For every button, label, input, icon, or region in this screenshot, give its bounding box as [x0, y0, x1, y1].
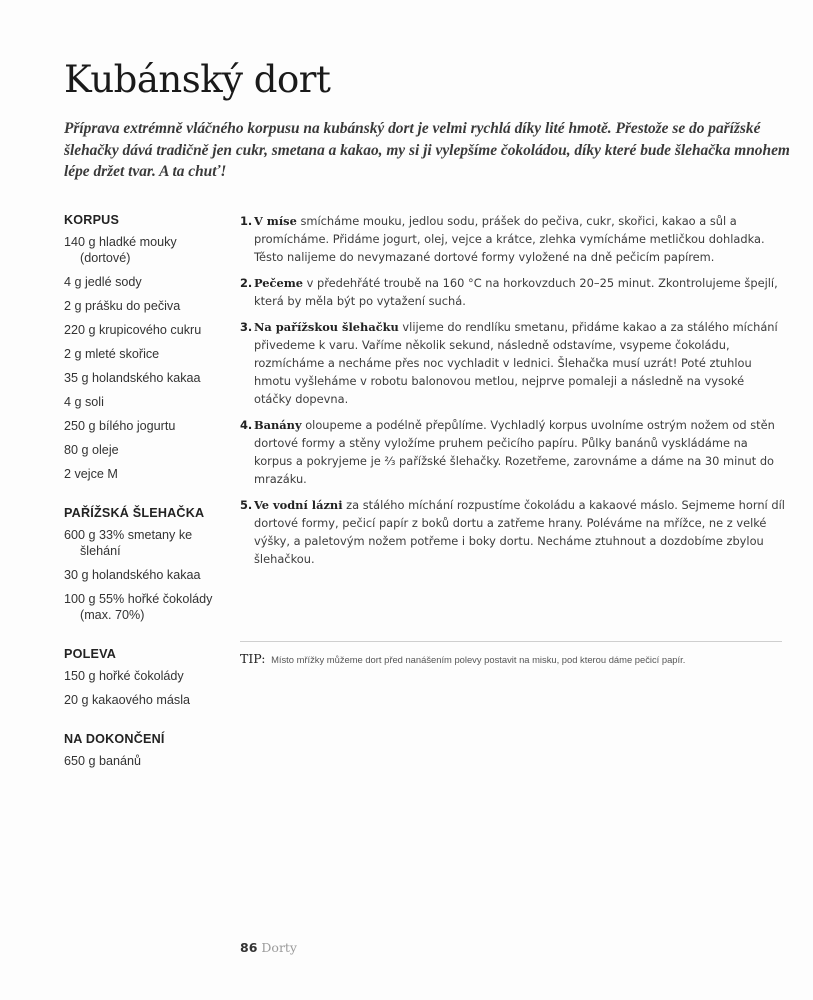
method-step [240, 274, 785, 310]
page-footer [240, 940, 297, 955]
step-text: vlijeme do rendlíku smetanu, přidáme kakao a za stálého míchání přivedeme k varu. Vaříme několik sekund, následně odstavíme, vsypeme čokoládu, rozmícháme a necháme přes noc vychladit v lednici. Šlehačka musí uzrát! Poté ztuhlou hmotu vyšleháme v robotu balonovou metlou, nejprve pomaleji a následně na vysoké otáčky dopevna. [254, 320, 778, 406]
ingredient-item: 100 g 55% hořké čokolády (max. 70%) [64, 592, 213, 622]
recipe-intro: Příprava extrémně vláčného korpusu na kubánský dort je velmi rychlá díky lité hmotě. Přestože se do pařížské šlehačky dává tradičně jen cukr, smetana a kakao, my si ji vylepšíme čokoládou, díky které bude šlehačka mnohem lépe držet tvar. A ta chuť! [64, 120, 790, 180]
ingredient-item: 4 g jedlé sody [64, 275, 142, 289]
step-lead: Ve vodní lázni [254, 498, 343, 512]
ingredients-column [64, 212, 229, 792]
ingredient-group-heading: KORPUS [64, 213, 120, 227]
ingredient-item: 30 g holandského kakaa [64, 568, 201, 582]
ingredient-item: 250 g bílého jogurtu [64, 419, 176, 433]
step-lead: Pečeme [254, 276, 303, 290]
ingredient-item: 600 g 33% smetany ke šlehání [64, 528, 193, 558]
method-step [240, 318, 785, 408]
ingredient-group-na-dokonceni [64, 731, 229, 769]
step-text: za stálého míchání rozpustíme čokoládu a kakaové máslo. Sejmeme horní díl dortové formy, pečicí papír z boků dortu a zatřeme hrany. Poléváme na mřížce, ne z velké výšky, a paletovým nožem potřeme i boky dortu. Necháme ztuhnout a dozdobíme zbylou šlehačkou. [254, 498, 785, 566]
ingredient-group-poleva [64, 646, 229, 708]
tip-box [240, 651, 710, 668]
ingredient-group-heading: POLEVA [64, 647, 117, 661]
ingredient-item: 140 g hladké mouky (dortové) [64, 235, 177, 265]
ingredient-item: 20 g kakaového másla [64, 693, 191, 707]
method-step [240, 496, 785, 568]
page-number: 86 [240, 940, 258, 955]
ingredient-item: 2 g prášku do pečiva [64, 299, 181, 313]
step-number: 2. [240, 276, 253, 290]
tip-text: Místo mřížky můžeme dort před nanášením polevy postavit na misku, pod kterou dáme pečicí papír. [271, 654, 686, 665]
recipe-title: Kubánský dort [64, 58, 331, 101]
ingredient-item: 150 g hořké čokolády [64, 669, 184, 683]
method-step [240, 416, 785, 488]
step-text: smícháme mouku, jedlou sodu, prášek do pečiva, cukr, skořici, kakao a sůl a promícháme. Přidáme jogurt, olej, vejce a krátce, zlehka vymícháme metličkou dohladka. Těsto nalijeme do nevymazané dortové formy vyložené na dně pečicím papírem. [254, 214, 765, 264]
tip-label: TIP: [240, 651, 266, 666]
ingredient-group-heading: PAŘÍŽSKÁ ŠLEHAČKA [64, 506, 205, 520]
ingredient-group-korpus [64, 212, 229, 482]
ingredient-item: 650 g banánů [64, 754, 142, 768]
ingredient-item: 220 g krupicového cukru [64, 323, 202, 337]
ingredient-item: 2 g mleté skořice [64, 347, 160, 361]
step-number: 4. [240, 418, 253, 432]
method-step [240, 212, 785, 266]
step-lead: V míse [254, 214, 297, 228]
step-number: 1. [240, 214, 253, 228]
ingredient-group-parizska-slehacka [64, 505, 229, 623]
method-steps [240, 212, 785, 576]
step-lead: Banány [254, 418, 302, 432]
ingredient-group-heading: NA DOKONČENÍ [64, 732, 165, 746]
ingredient-item: 4 g soli [64, 395, 104, 409]
step-lead: Na pařížskou šlehačku [254, 320, 399, 334]
ingredient-item: 2 vejce M [64, 467, 118, 481]
step-text: v předehřáté troubě na 160 °C na horkovzduch 20–25 minut. Zkontrolujeme špejlí, která by měla být po vytažení suchá. [254, 276, 778, 308]
step-number: 5. [240, 498, 253, 512]
tip-divider [240, 641, 782, 642]
section-name: Dorty [261, 940, 297, 955]
ingredient-item: 35 g holandského kakaa [64, 371, 201, 385]
step-number: 3. [240, 320, 253, 334]
ingredient-item: 80 g oleje [64, 443, 119, 457]
step-text: oloupeme a podélně přepůlíme. Vychladlý korpus uvolníme ostrým nožem od stěn dortové formy a stěny vyložíme pruhem pečicího papíru. Půlky banánů vyskládáme na korpus a pokryjeme je ⅔ pařížské šlehačky. Rozetřeme, zarovnáme a dáme na 30 minut do mrazáku. [254, 418, 775, 486]
